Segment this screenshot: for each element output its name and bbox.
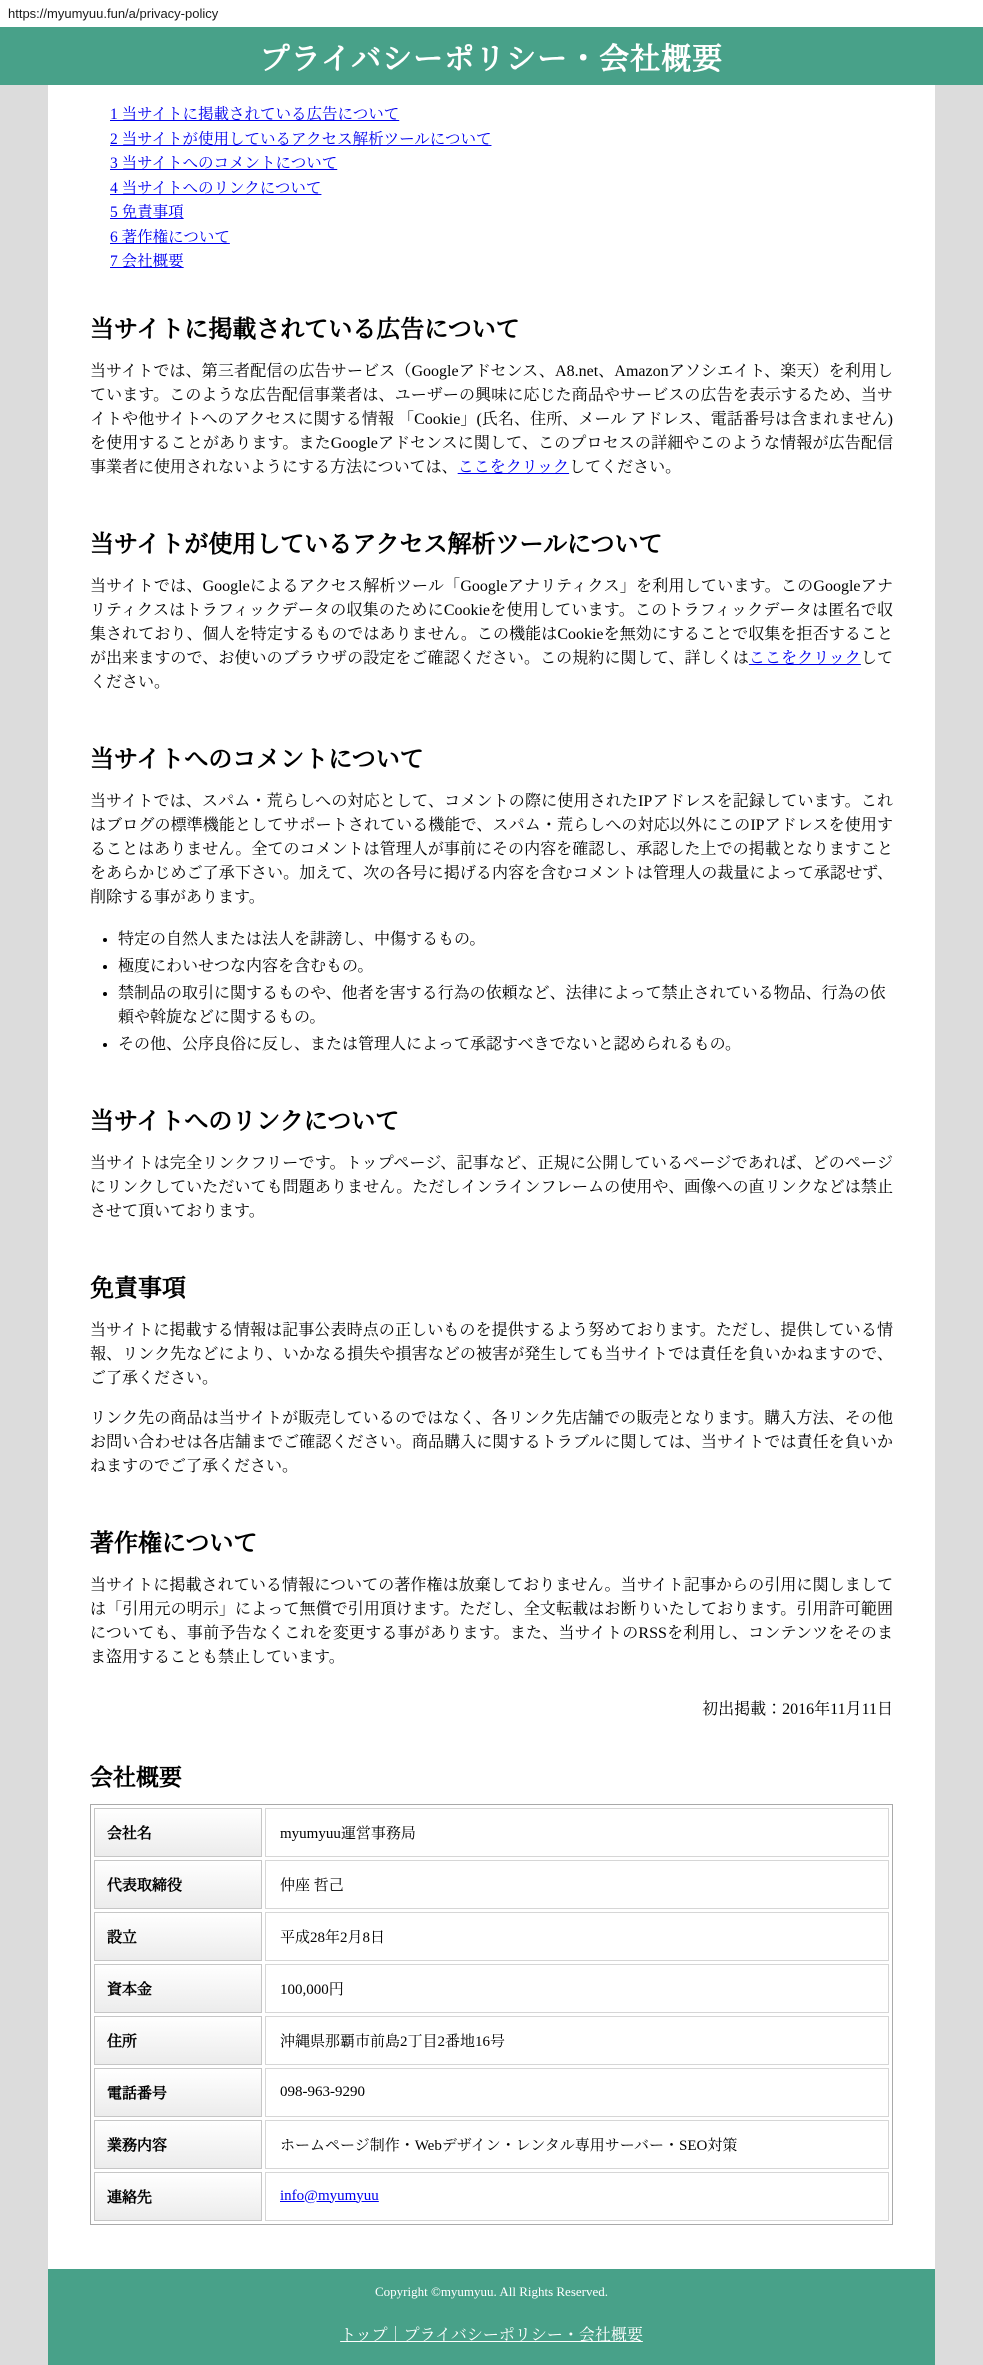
text-run: リンク先の商品は当サイトが販売しているのではなく、各リンク先店舗での販売となります。購入方法、その他お問い合わせは各店舗までご確認ください。商品購入に関するトラブルに関しては、当サイトでは責任を負いかねますのでご了承ください。 [90,1409,893,1475]
toc-row [110,177,893,202]
text-run: 当サイトでは、スパム・荒らしへの対応として、コメントの際に使用されたIPアドレスを記録しています。これはブログの標準機能としてサポートされている機能で、スパム・荒らしへの対応以外にこのIPアドレスを使用することはありません。全てのコメントは管理人が事前にその内容を確認し、承認した上での掲載となりますことをあらかじめご了承下さい。加えて、次の各号に掲げる内容を含むコメントは管理人の裁量によって承認せず、削除する事があります。 [90,792,893,906]
paragraph [90,1319,893,1391]
policy-sections [90,309,893,1719]
toc-link[interactable]: 2 当サイトが使用しているアクセス解析ツールについて [110,130,492,148]
table-of-contents [110,103,893,275]
company-heading: 会社概要 [90,1763,182,1790]
section-heading: 当サイトへのリンクについて [90,1107,400,1135]
toc-row [110,152,893,177]
row-value: 098-963-9290 [265,2068,889,2117]
table-row [94,2120,889,2169]
page-header-band [0,27,983,85]
paragraph [90,360,893,480]
table-row [94,2068,889,2117]
policy-section [90,1268,893,1479]
toc-row [110,128,893,153]
table-row [94,1808,889,1857]
paragraph [90,1152,893,1224]
row-value: 100,000円 [265,1964,889,2013]
address-bar[interactable] [0,0,983,27]
inline-link[interactable]: ここをクリック [457,458,570,476]
footer-nav [48,2322,935,2345]
policy-section [90,1523,893,1719]
row-value: ホームページ制作・Webデザイン・レンタル専用サーバー・SEO対策 [265,2120,889,2169]
section-heading: 免責事項 [90,1274,186,1302]
row-label: 資本金 [94,1964,262,2013]
section-heading: 当サイトへのコメントについて [90,745,424,773]
row-value [265,2172,889,2221]
inline-link[interactable]: ここをクリック [748,649,861,667]
row-label: 連絡先 [94,2172,262,2221]
table-row [94,1860,889,1909]
toc-link[interactable]: 1 当サイトに掲載されている広告について [110,106,400,123]
row-label: 会社名 [94,1808,262,1857]
text-run: してください。 [569,458,682,476]
table-row [94,1964,889,2013]
policy-section [90,309,893,480]
list-item: • その他、公序良俗に反し、または管理人によって承認すべきでないと認められるもの。 [118,1033,893,1057]
first-published-date: 初出掲載：2016年11月11日 [702,1700,893,1718]
table-row [94,1912,889,1961]
toc-link[interactable]: 5 免責事項 [110,204,184,221]
section-heading: 当サイトに掲載されている広告について [90,315,520,343]
list-item: • 禁制品の取引に関するものや、他者を害する行為の依頼など、法律によって禁止されている物品、行為の依頼や斡旋などに関するもの。 [118,982,893,1030]
table-row [94,2016,889,2065]
policy-section [90,524,893,695]
toc-link[interactable]: 7 会社概要 [110,253,184,270]
paragraph [90,790,893,910]
paragraph [90,1574,893,1670]
row-value: 平成28年2月8日 [265,1912,889,1961]
section-heading: 当サイトが使用しているアクセス解析ツールについて [90,530,663,558]
section-body [90,790,893,1057]
text-run: 当サイトに掲載する情報は記事公表時点の正しいものを提供するよう努めております。ただし、提供している情報、リンク先などにより、いかなる損失や損害などの被害が発生しても当サイトでは責任を負いかねますので、ご了承ください。 [90,1321,893,1387]
toc-row [110,226,893,251]
row-label: 住所 [94,2016,262,2065]
text-run: 当サイトでは、Googleによるアクセス解析ツール「Googleアナリティクス」を利用しています。このGoogleアナリティクスはトラフィックデータの収集のためにCookieを使用しています。このトラフィックデータは匿名で収集されており、個人を特定するものではありません。この機能はCookieを無効にすることで収集を拒否することが出来ますので、お使いのブラウザの設定をご確認ください。この規約に関して、詳しくは [90,577,893,667]
page-title: プライバシーポリシー・会社概要 [259,43,724,76]
email-link[interactable]: info@myumyuu [280,2187,379,2204]
section-body [90,1574,893,1719]
bullet-list [90,928,893,1057]
list-item: • 特定の自然人または法人を誹謗し、中傷するもの。 [118,928,893,952]
toc-row [110,201,893,226]
section-body [90,1319,893,1479]
paragraph [90,575,893,695]
row-value: myumyuu運営事務局 [265,1808,889,1857]
text-run: 当サイトは完全リンクフリーです。トップページ、記事など、正規に公開しているページであれば、どのページにリンクしていただいても問題ありません。ただしインラインフレームの使用や、画像への直リンクなどは禁止させて頂いております。 [90,1154,893,1220]
toc-link[interactable]: 4 当サイトへのリンクについて [110,179,322,197]
content-column [48,85,935,2365]
toc-row [110,250,893,275]
section-body [90,1152,893,1224]
row-value: 沖縄県那覇市前島2丁目2番地16号 [265,2016,889,2065]
text-run: 当サイトでは、第三者配信の広告サービス（Googleアドセンス、A8.net、Amazonアソシエイト、楽天）を利用しています。このような広告配信事業者は、ユーザーの興味に応じた商品やサービスの広告を表示するため、当サイトや他サイトへのアクセスに関する情報 「Cookie」(氏名、住所、メール アドレス、電話番号は含まれません) を使用することがあります。またGoogleアドセンスに関して、このプロセスの詳細やこのような情報が広告配信事業者に使用されないようにする方法については、 [90,362,893,476]
row-label: 代表取締役 [94,1860,262,1909]
company-table [90,1804,893,2225]
footer-copyright: Copyright ©myumyuu. All Rights Reserved. [374,2283,609,2299]
toc-link[interactable]: 6 著作権について [110,228,230,246]
section-body [90,360,893,480]
row-label: 業務内容 [94,2120,262,2169]
text-run: 当サイトに掲載されている情報についての著作権は放棄しておりません。当サイト記事からの引用に関しましては「引用元の明示」によって無償で引用頂けます。ただし、全文転載はお断りいたしております。引用許可範囲についても、事前予告なくこれを変更する事があります。また、当サイトのRSSを利用し、コンテンツをそのまま盗用することも禁止しています。 [90,1576,893,1666]
row-label: 設立 [94,1912,262,1961]
section-body [90,575,893,695]
row-label: 電話番号 [94,2068,262,2117]
footer [48,2269,935,2365]
address-bar-url[interactable]: https://myumyuu.fun/a/privacy-policy [8,6,219,21]
footer-nav-link[interactable]: トップ｜プライバシーポリシー・会社概要 [340,2326,643,2344]
policy-section [90,739,893,1057]
toc-link[interactable]: 3 当サイトへのコメントについて [110,155,338,172]
section-heading: 著作権について [90,1529,258,1557]
list-item: • 極度にわいせつな内容を含むもの。 [118,955,893,979]
paragraph [90,1407,893,1479]
table-row [94,2172,889,2221]
row-value: 仲座 哲己 [265,1860,889,1909]
policy-section [90,1101,893,1224]
toc-row [110,103,893,128]
text-run: してください。 [90,649,893,691]
